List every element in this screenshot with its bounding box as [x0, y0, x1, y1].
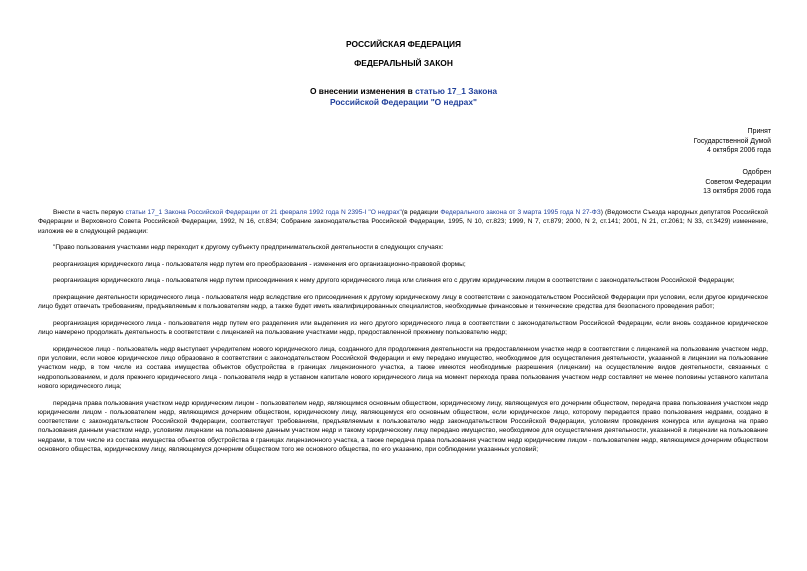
paragraph: прекращение деятельности юридического лица - пользователя недр вследствие его присоединения к другому юридическому лицу в соответствии с законодательством Российской Федерации при условии, если другое юридическое лицо будет отвечать требованиям, предъявляемым к пользователям недр, а также будет иметь квалифицированных специалистов, необходимые финансовые и технические средства для безопасного проведения работ; [38, 293, 768, 311]
adopted-block [694, 127, 771, 156]
intro-paragraph [38, 208, 768, 236]
title-link-law[interactable]: Российской Федерации "О недрах" [330, 97, 477, 107]
intro-text-1: Внести в часть первую [53, 209, 126, 216]
law-body [38, 208, 768, 462]
intro-text-3: ) (Ведомости Съезда народных депутатов Российской Федерации и Верховного Совета Российской Федерации, 1992, N 16, ст.834; Собрание законодательства Российской Федерации, 1995, N 10, ст.823; 1999, N 7, ст.879; 2000, N 2, ст.141; 2001, N 21, ст.2061; N 33, ст.3429) изменение, изложив ее в следующей редакции: [38, 209, 768, 235]
approved-line1: Одобрен [742, 169, 771, 176]
paragraph: юридическое лицо - пользователь недр выступает учредителем нового юридического лица, созданного для продолжения деятельности на предоставленном участке недр в соответствии с лицензией на пользование участком недр, при условии, если новое юридическое лицо образовано в соответствии с законодательством Российской Федерации и ему передано имущество, необходимое для осуществления деятельности, указанной в лицензии на пользование участком недр, в том числе из состава имущества объектов обустройства в границах лицензионного участка, а также имеются необходимые разрешения (лицензии) на осуществление видов деятельности, связанных с недропользованием, и доля прежнего юридического лица - пользователя недр в уставном капитале нового юридического лица на момент перехода права пользования участком недр составляет не менее половины уставного капитала нового юридического лица; [38, 345, 768, 390]
intro-link-article[interactable]: статьи 17_1 Закона Российской Федерации от 21 февраля 1992 года N 2395-I "О недрах" [125, 209, 402, 216]
intro-link-federal-law[interactable]: Федерального закона от 3 марта 1995 года N 27-ФЗ [440, 209, 601, 216]
approved-block [703, 168, 771, 197]
approved-line3: 13 октября 2006 года [703, 188, 771, 196]
intro-text-2: (в редакции [401, 209, 441, 216]
law-title [0, 86, 807, 108]
header-country: РОССИЙСКАЯ ФЕДЕРАЦИЯ [345, 39, 462, 49]
paragraph: реорганизация юридического лица - пользователя недр путем присоединения к нему другого юридического лица или слияния его с другим юридическим лицом в соответствии с законодательством Российской Федерации; [53, 277, 735, 285]
title-prefix: О внесении изменения в [309, 86, 416, 96]
paragraph: передача права пользования участком недр юридическим лицом - пользователем недр, являющимся основным обществом, юридическому лицу, являющемуся его дочерним обществом, передача права пользования участком недр юридическим лицом - пользователем недр, являющимся дочерним обществом, юридическому лицу, являющемуся его основным обществом, если юридическое лицо, которому передается право пользования недрами, создано в соответствии с законодательством Российской Федерации, соответствует требованиям, предъявляемым к пользователю недр законодательством Российской Федерации, условиям проведения конкурса или аукциона на право пользования данным участком недр, условиям лицензии на пользование данным участком недр и такому юридическому лицу передано имущество, необходимое для осуществления деятельности, указанной в лицензии на пользование недрами, в том числе из состава имущества объектов обустройства в границах лицензионного участка, а также передача права пользования участком недр юридическим лицом - пользователем недр, являющимся дочерним обществом основного общества, юридическому лицу, являющемуся дочерним обществом того же основного общества, по его указанию, при соблюдении указанных условий; [38, 399, 768, 454]
approved-line2: Советом Федерации [705, 178, 771, 186]
adopted-line3: 4 октября 2006 года [706, 147, 771, 155]
adopted-line1: Принят [747, 128, 771, 135]
paragraph: "Право пользования участками недр переходит к другому субъекту предпринимательской деятельности в следующих случаях: [53, 244, 444, 252]
title-link-article[interactable]: статью 17_1 Закона [415, 86, 498, 96]
adopted-line2: Государственной Думой [693, 137, 771, 145]
header-doc-type: ФЕДЕРАЛЬНЫЙ ЗАКОН [354, 58, 453, 68]
paragraph: реорганизация юридического лица - пользователя недр путем его разделения или выделения из него другого юридического лица в соответствии с законодательством Российской Федерации, если вновь созданное юридическое лицо намерено продолжать деятельность в соответствии с лицензией на пользование участками недр, предоставленной прежнему пользователю недр; [38, 319, 768, 337]
paragraph: реорганизация юридического лица - пользователя недр путем его преобразования - изменения его организационно-правовой формы; [53, 260, 466, 268]
